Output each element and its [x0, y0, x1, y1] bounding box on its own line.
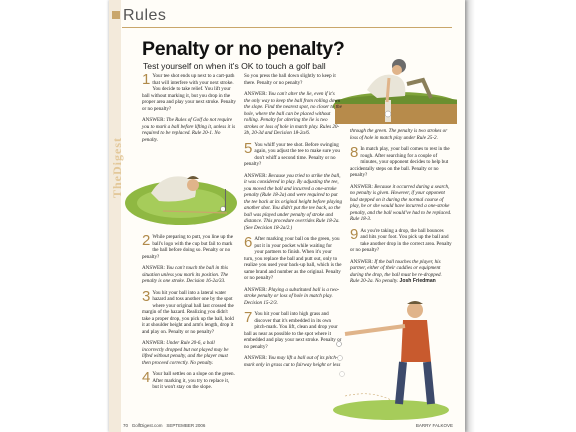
footer-issue: SEPTEMBER 2006	[166, 423, 206, 428]
answer-label: ANSWER:	[350, 258, 373, 265]
answer-6-text: Playing a substituted ball is a two-stroke penalty or loss of hole in match play. Decision 15-2/3.	[244, 286, 340, 306]
page-number: 70	[123, 423, 129, 428]
article-title: Penalty or no penalty?	[142, 38, 345, 60]
question-7-text: You hit your ball into high grass and discover that it's embedded in its own pitch-mark. You lift, clean and drop your ball as near as possible to the spot where it embedded and play your next stroke. Penalty or no penalty?	[244, 311, 342, 350]
answer-9	[350, 259, 452, 285]
answer-5	[244, 173, 342, 232]
answer-label: ANSWER:	[350, 183, 373, 190]
question-8	[350, 146, 452, 179]
question-6	[244, 236, 342, 282]
answer-label: ANSWER:	[142, 265, 165, 271]
page-footer	[123, 423, 453, 428]
question-number-4: 4	[142, 369, 151, 386]
question-number-8: 8	[350, 144, 359, 161]
question-number-7: 7	[244, 309, 253, 326]
answer-1	[142, 117, 236, 143]
article-subtitle: Test yourself on when it's OK to touch a golf ball	[143, 61, 326, 71]
question-number-6: 6	[244, 234, 253, 251]
section-header-rule	[122, 7, 452, 28]
article-column-2	[244, 73, 342, 373]
question-4-text: Your ball settles on a slope on the green. After marking it, you try to replace it, but it won't stay on the slope.	[152, 371, 235, 390]
answer-label: ANSWER:	[244, 172, 267, 179]
question-3-text: You hit your ball into a lateral water hazard and toss another one by the spot where your original ball last crossed the margin of the hazard. Realizing you didn't take a proper drop, you pick up the ball, hold it at shoulder height and arm's length, drop it and play on. Penalty or no penalty?	[142, 289, 234, 335]
question-9-text: As you're taking a drop, the ball bounces and hits your foot. You pick up the ball and take another drop in the correct area. Penalty or no penalty?	[350, 227, 452, 253]
article-column-3	[350, 128, 452, 290]
question-number-2: 2	[142, 232, 151, 249]
answer-6	[244, 287, 342, 307]
answer-label: ANSWER:	[142, 117, 165, 123]
question-number-3: 3	[142, 287, 151, 305]
illustration-man-dropping-ball	[331, 296, 459, 422]
question-5	[244, 139, 342, 168]
magazine-page	[109, 0, 465, 432]
answer-8	[350, 184, 452, 223]
question-2-text: While preparing to putt, you line up the ball's logo with the cup but fail to mark the ball before doing so. Penalty or no penalty?	[142, 234, 233, 260]
answer-label: ANSWER:	[244, 355, 267, 361]
question-number-5: 5	[244, 139, 253, 157]
article-column-1b	[142, 234, 236, 396]
answer-label: ANSWER:	[142, 340, 165, 346]
question-number-1: 1	[142, 71, 151, 88]
answer-2	[142, 265, 236, 285]
article-column-1	[142, 73, 236, 148]
answer-8-text: Because it occurred during a search, no penalty is given. However, if your opponent had stepped on it during the normal course of play, he or she would have incurred a one-stroke penalty, and the ball would've had to be replaced. Rule 18-3.	[350, 183, 452, 222]
answer-label: ANSWER:	[244, 286, 267, 293]
question-8-text: In match play, your ball comes to rest in the rough. After searching for a couple of minutes, your opponent decides to help but accidentally steps on the ball. Penalty or no penalty?	[350, 146, 450, 178]
illustration-credit: BARRY FALKOVE	[415, 423, 453, 428]
page-shadow	[465, 0, 475, 432]
question-number-9: 9	[350, 225, 359, 243]
section-title: Rules	[123, 7, 167, 24]
section-side-tab	[109, 0, 124, 432]
answer-7-text: You may lift a ball out of its pitch-mark only in grass cut to fairway height or less	[244, 355, 341, 368]
answer-label: ANSWER:	[244, 91, 267, 97]
footer-site: GolfDigest.com	[131, 423, 163, 428]
question-9	[350, 225, 452, 254]
illustration-man-at-hole	[327, 40, 457, 124]
section-vertical-label: TheDigest	[110, 137, 124, 198]
article-byline: Josh Friedman	[399, 278, 436, 284]
illustration-man-on-green	[123, 163, 241, 229]
question-1	[142, 73, 236, 112]
answer-4-text: You can't alter the lie, even if it's the only way to keep the ball from rolling down the slope. Find the nearest spot, no closer to the hole, where the ball can be placed without rolling. Penalty for altering the lie is two strokes or loss of hole in match play. Rules 20-3b, 20-3d and Decision 18-2a/6.	[244, 91, 342, 136]
answer-5-text: Because you tried to strike the ball, it was considered in play. By adjusting the tee, you moved the ball and incurred a one-stroke penalty (Rule 18-2a) and were required to put the tee back at its original height before playing another shot. You didn't put the tee back, so the ball was played under penalty of stroke and distance. This procedure overrides Rule 18-2a. (See Decision 18-2a/2.)	[244, 172, 342, 231]
question-6-text: After marking your ball on the green, you put it in your pocket while waiting for your partners to finish. When it's your turn, you replace the ball and putt out, only to realize you used your back-up ball, which is the same brand and number as the original. Penalty or no penalty?	[244, 236, 342, 281]
question-1-text: Your tee shot ends up next to a cart-path that will interfere with your next stroke. You decide to take relief. You lift your ball without marking it, but you drop in the proper area and play your next stroke. Penalty or no penalty?	[142, 73, 236, 112]
question-4	[142, 371, 236, 391]
section-marker	[112, 11, 120, 19]
answer-1-text: The Rules of Golf do not require you to mark a ball before lifting it, unless it is required to be replaced. Rule 20-1. No penalty.	[142, 117, 236, 143]
question-3	[142, 287, 236, 336]
question-4-continued: So you press the ball down slightly to keep it there. Penalty or no penalty?	[244, 73, 336, 86]
answer-7	[244, 355, 342, 368]
answer-2-text: You can't touch the ball in this situation unless you mark its position. The penalty is one stroke. Decision 16-2a/33.	[142, 265, 229, 284]
answer-3	[142, 340, 236, 366]
answer-9-text: If the ball touches the player, his partner, either of their caddies or equipment during the drop, the ball must be re-dropped. Rule 20-2a. No penalty.	[350, 258, 442, 284]
question-5-text: You whiff your tee shot. Before swinging again, you adjust the tee to make sure you don't whiff a second time. Penalty or no penalty?	[244, 141, 340, 167]
question-7	[244, 311, 342, 350]
question-2	[142, 234, 236, 260]
answer-4	[244, 91, 342, 137]
answer-7-continued: through the green. The penalty is two strokes or loss of hole in match play under Rule 25-2.	[350, 128, 448, 141]
answer-3-text: Under Rule 20-6, a ball incorrectly dropped but not played may be lifted without penalty, and the player must then proceed correctly. No penalty.	[142, 340, 229, 366]
